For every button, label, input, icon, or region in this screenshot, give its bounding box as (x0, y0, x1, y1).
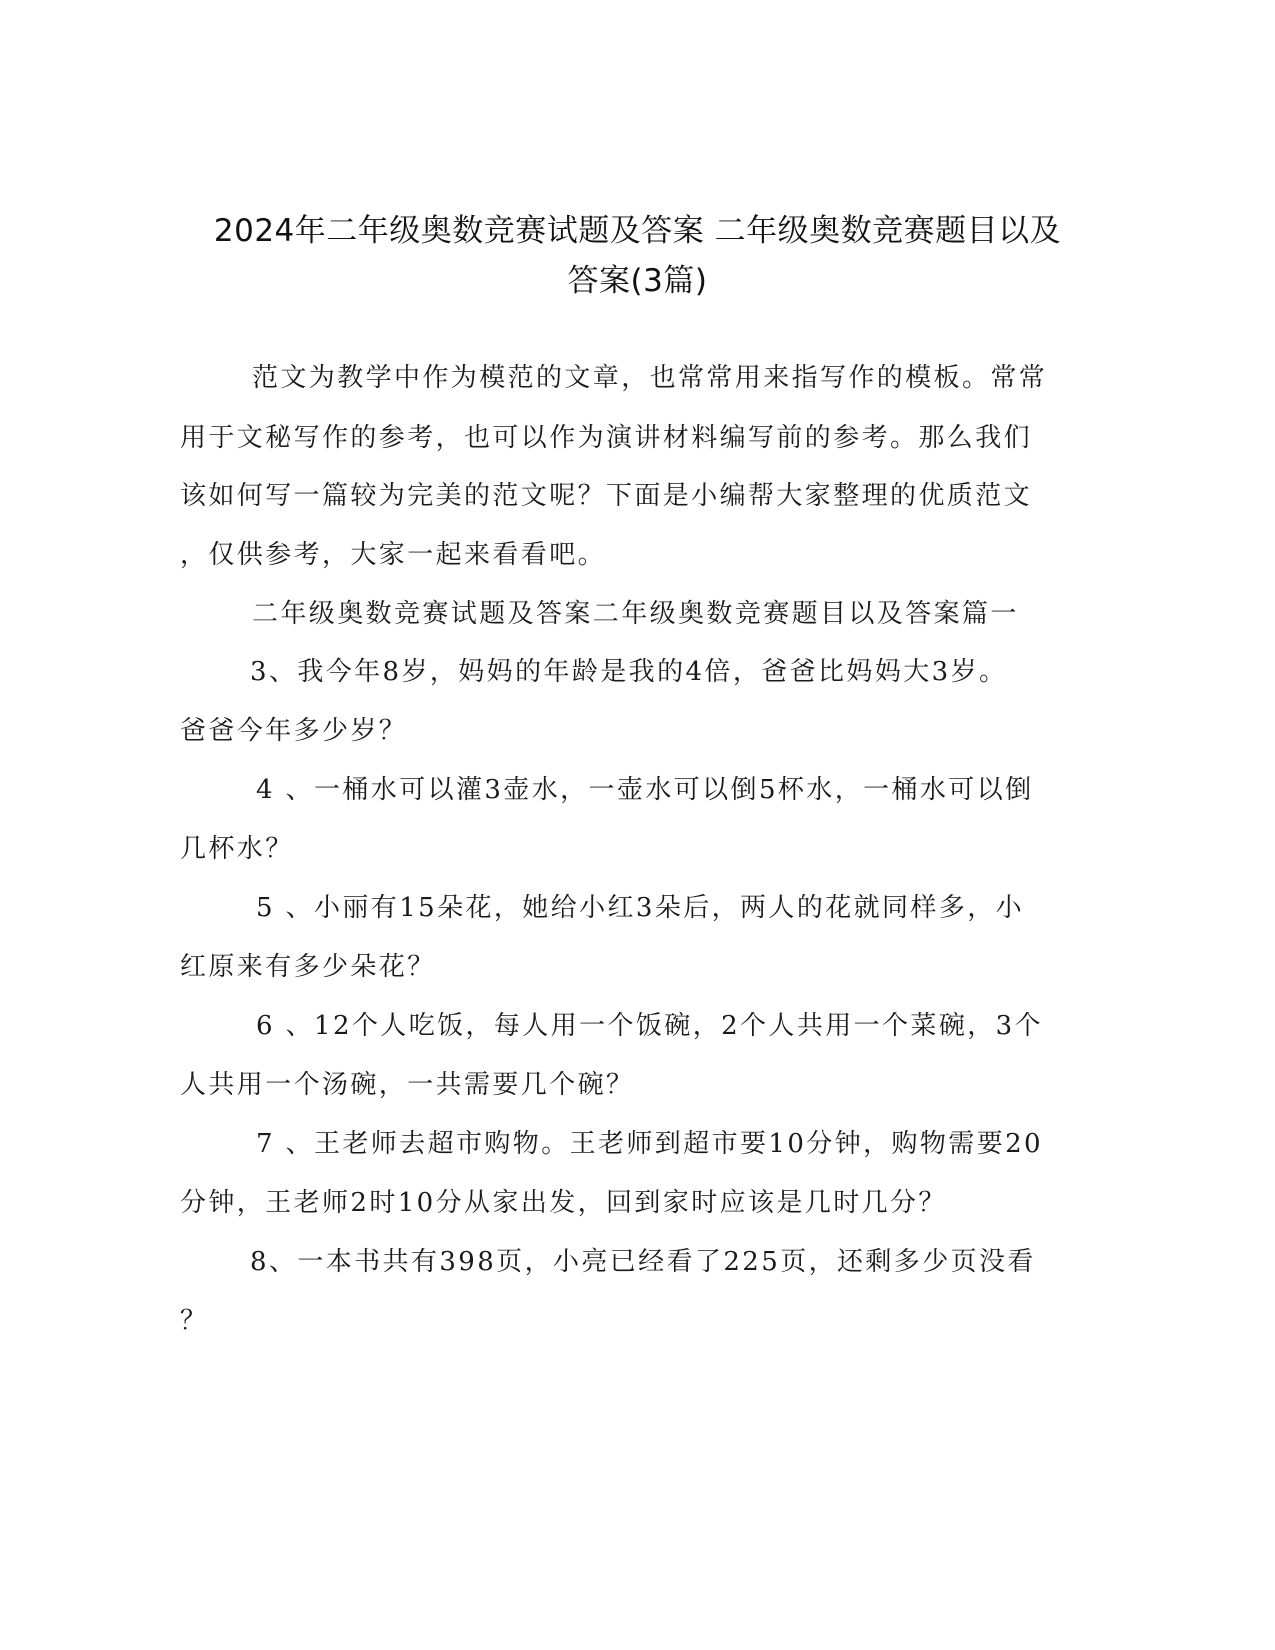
document-title-line-1: 2024年二年级奥数竞赛试题及答案 二年级奥数竞赛题目以及 (213, 213, 1062, 249)
question-6-line-2: 人共用一个汤碗，一共需要几个碗？ (180, 1070, 635, 1100)
question-4-line-2: 几杯水？ (180, 834, 294, 864)
question-7-line-1: 7 、王老师去超市购物。王老师到超市要10分钟，购物需要20 (256, 1129, 1043, 1159)
intro-line-2: 用于文秘写作的参考，也可以作为演讲材料编写前的参考。那么我们 (180, 423, 1033, 453)
question-3-line-2: 爸爸今年多少岁？ (180, 716, 408, 746)
intro-line-1: 范文为教学中作为模范的文章，也常常用来指写作的模板。常常 (252, 363, 1048, 393)
question-6-line-1: 6 、12个人吃饭，每人用一个饭碗，2个人共用一个菜碗，3个 (256, 1011, 1043, 1041)
question-4-line-1: 4 、一桶水可以灌3壶水，一壶水可以倒5杯水，一桶水可以倒 (256, 775, 1034, 805)
question-5-line-2: 红原来有多少朵花？ (180, 952, 436, 982)
question-7-line-2: 分钟，王老师2时10分从家出发，回到家时应该是几时几分？ (180, 1188, 947, 1218)
intro-line-3: 该如何写一篇较为完美的范文呢？下面是小编帮大家整理的优质范文 (180, 481, 1033, 511)
question-5-line-1: 5 、小丽有15朵花，她给小红3朵后，两人的花就同样多，小 (256, 893, 1025, 923)
section-heading: 二年级奥数竞赛试题及答案二年级奥数竞赛题目以及答案篇一 (252, 599, 1019, 629)
intro-line-4: ，仅供参考，大家一起来看看吧。 (180, 540, 607, 570)
question-8-line-1: 8、一本书共有398页，小亮已经看了225页，还剩多少页没看 (250, 1247, 1036, 1277)
question-3-line-1: 3、我今年8岁，妈妈的年龄是我的4倍，爸爸比妈妈大3岁。 (250, 657, 1008, 687)
question-8-line-2: ？ (180, 1306, 209, 1336)
document-title-line-2: 答案(3篇) (567, 263, 708, 299)
